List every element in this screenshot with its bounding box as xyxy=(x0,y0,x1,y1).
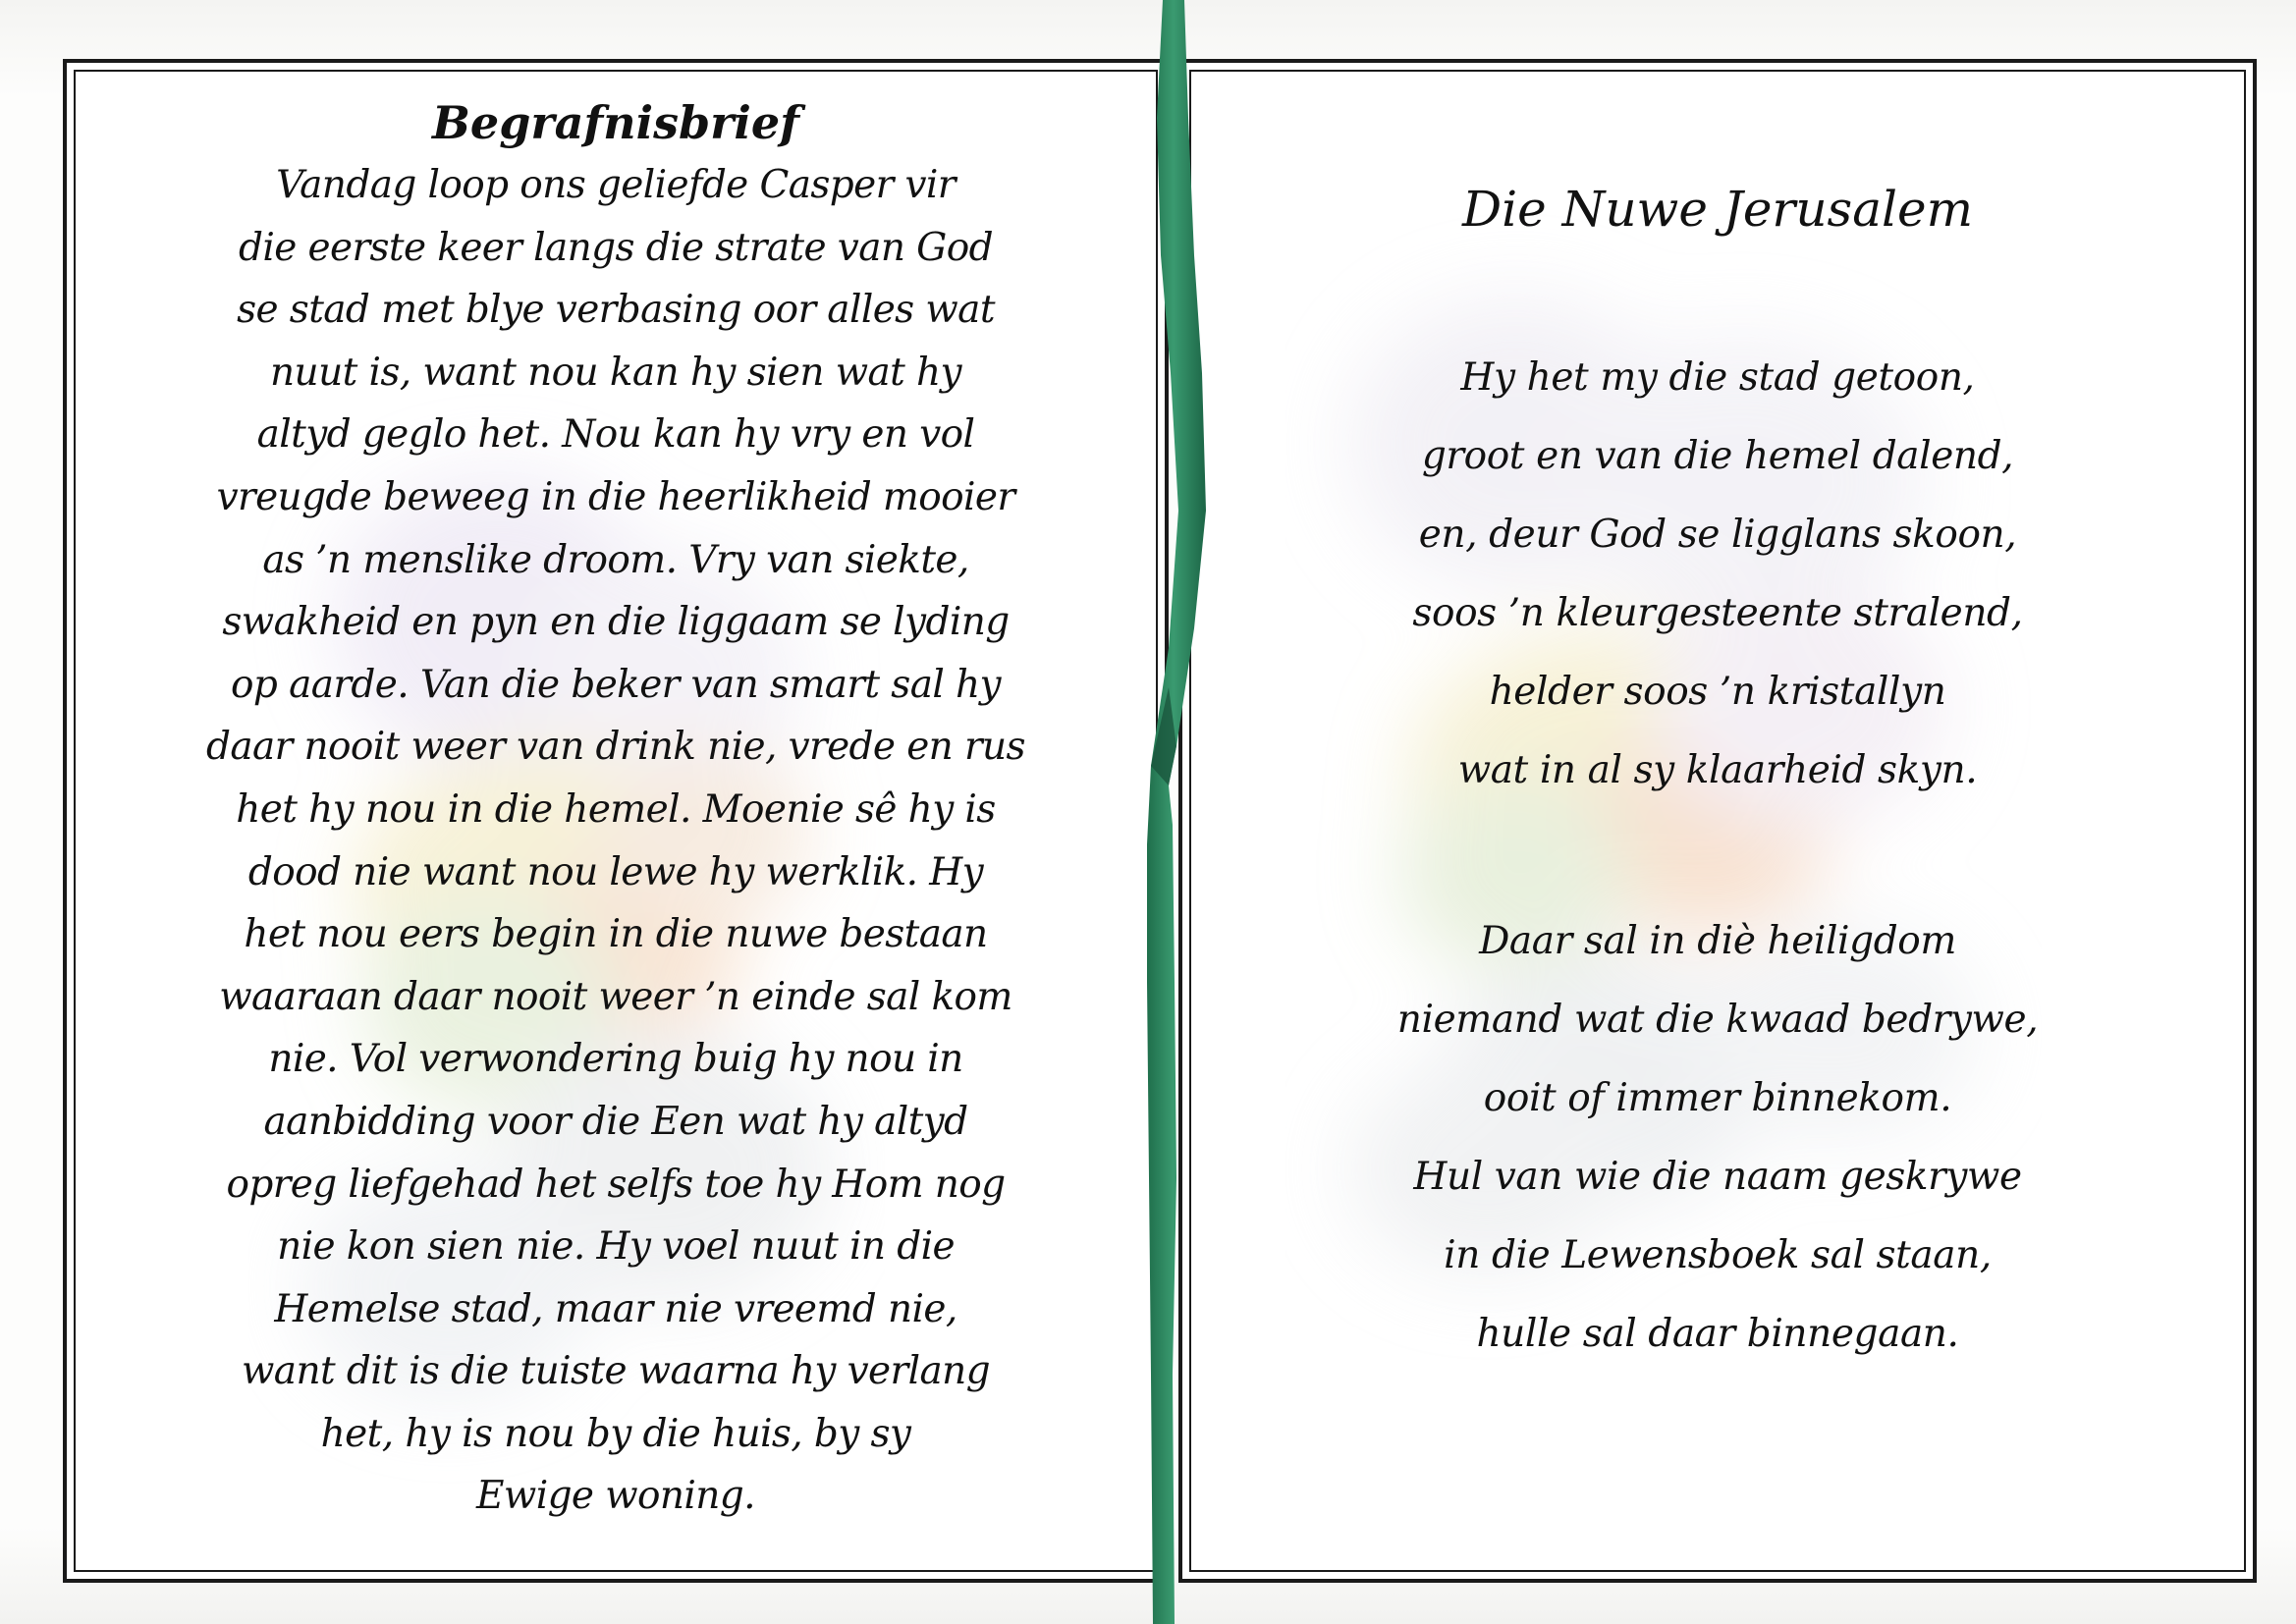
letter-line: opreg liefgehad het selfs toe hy Hom nog xyxy=(226,1162,1006,1207)
poem-line: en, deur God se ligglans skoon, xyxy=(1418,513,2017,557)
poem-line: wat in al sy klaarheid skyn. xyxy=(1457,748,1978,792)
poem-line: helder soos ’n kristallyn xyxy=(1489,670,1946,714)
letter-line: waaraan daar nooit weer ’n einde sal kom xyxy=(219,974,1012,1019)
poem-content xyxy=(1191,72,2244,1374)
letter-line: nie. Vol verwondering buig hy nou in xyxy=(268,1037,963,1082)
poem-line: groot en van die hemel dalend, xyxy=(1421,434,2014,478)
letter-line: daar nooit weer van drink nie, vrede en rus xyxy=(206,725,1025,770)
letter-line: Hemelse stad, maar nie vreemd nie, xyxy=(274,1286,957,1331)
letter-title: Begrafnisbrief xyxy=(432,96,799,149)
left-page-frame xyxy=(74,70,1158,1572)
letter-line: nuut is, want nou kan hy sien wat hy xyxy=(270,350,961,395)
left-page xyxy=(63,59,1169,1583)
letter-line: as ’n menslike droom. Vry van siekte, xyxy=(262,537,969,582)
letter-body xyxy=(76,154,1156,1528)
right-page-frame xyxy=(1189,70,2246,1572)
letter-line: Vandag loop ons geliefde Casper vir xyxy=(276,163,956,207)
letter-line: dood nie want nou lewe hy werklik. Hy xyxy=(247,849,984,894)
poem-line: niemand wat die kwaad bedrywe, xyxy=(1396,998,2039,1042)
letter-line: vreugde beweeg in die heerlikheid mooier xyxy=(216,474,1015,519)
letter-line: Ewige woning. xyxy=(476,1474,755,1519)
letter-line: nie kon sien nie. Hy voel nuut in die xyxy=(277,1224,955,1270)
poem-stanza xyxy=(1191,902,2244,1374)
right-page xyxy=(1178,59,2257,1583)
poem-stanza xyxy=(1191,339,2244,810)
letter-line: het, hy is nou by die huis, by sy xyxy=(320,1411,911,1456)
poem-line: hulle sal daar binnegaan. xyxy=(1476,1312,1959,1356)
letter-content xyxy=(76,72,1156,1528)
letter-line: swakheid en pyn en die liggaam se lyding xyxy=(222,600,1010,645)
letter-line: die eerste keer langs die strate van God xyxy=(239,225,993,270)
poem-line: Hy het my die stad getoon, xyxy=(1460,355,1975,400)
ribbon-shape xyxy=(1147,0,1206,1624)
poem-line: ooit of immer binnekom. xyxy=(1483,1076,1952,1120)
letter-line: se stad met blye verbasing oor alles wat xyxy=(237,288,995,333)
letter-line: altyd geglo het. Nou kan hy vry en vol xyxy=(256,412,975,458)
poem-line: Hul van wie die naam geskrywe xyxy=(1413,1155,2022,1199)
letter-line: het hy nou in die hemel. Moenie sê hy is xyxy=(236,786,996,832)
poem-line: Daar sal in diè heiligdom xyxy=(1479,919,1956,963)
green-ribbon xyxy=(1125,0,1214,1624)
letter-line: het nou eers begin in die nuwe bestaan xyxy=(244,912,988,957)
letter-line: want dit is die tuiste waarna hy verlang xyxy=(242,1349,990,1394)
poem-title: Die Nuwe Jerusalem xyxy=(1462,181,1973,238)
letter-line: op aarde. Van die beker van smart sal hy xyxy=(231,662,1001,707)
poem-line: soos ’n kleurgesteente stralend, xyxy=(1412,591,2023,635)
letter-line: aanbidding voor die Een wat hy altyd xyxy=(263,1099,968,1144)
poem-line: in die Lewensboek sal staan, xyxy=(1444,1233,1992,1277)
